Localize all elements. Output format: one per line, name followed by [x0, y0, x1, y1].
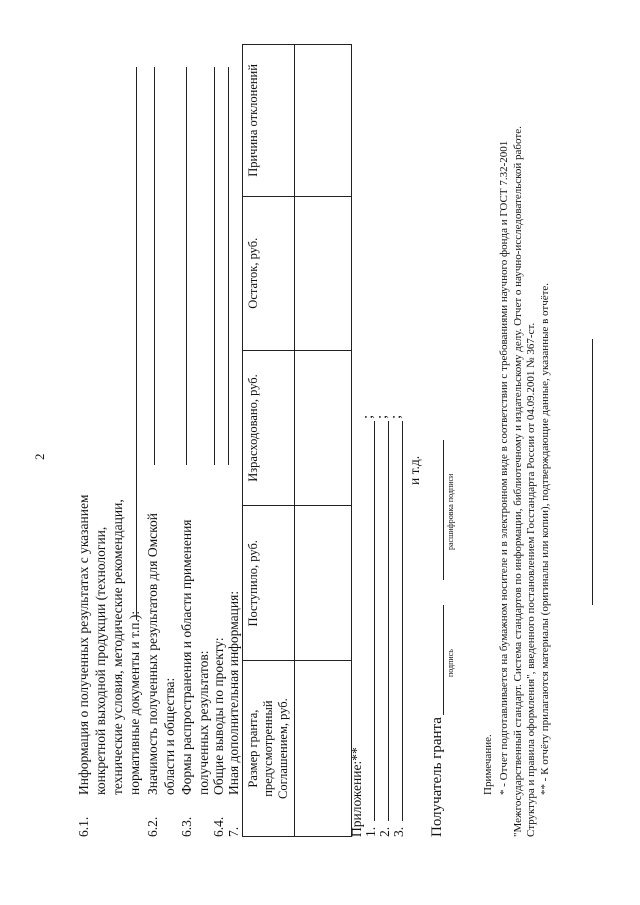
answer-line-6-3: [186, 67, 187, 465]
note-line: ** - К отчёту прилагаются материалы (оригиналы или копии), подтверждающие данные, указанные в отчёте.: [538, 282, 551, 795]
column-header: Остаток, руб.: [243, 196, 295, 350]
appendix-item-end: ;: [374, 414, 390, 419]
footer-rule: [592, 339, 593, 605]
section-number: 6.1.: [76, 816, 91, 837]
table-cell[interactable]: [295, 661, 352, 837]
note-body: [498, 27, 552, 837]
table-row: [295, 45, 352, 837]
section-7-text: Иная дополнительная информация:: [226, 590, 241, 795]
answer-line-6-4: [214, 67, 215, 465]
recipient-label: Получатель гранта: [429, 717, 445, 837]
table-cell[interactable]: [295, 350, 352, 506]
signature-caption: подпись: [446, 649, 455, 677]
column-header: Размер гранта, предусмотренный Соглашением, руб.: [243, 661, 295, 837]
section-6-4-text: Общие выводы по проекту:: [211, 637, 226, 795]
appendix-etc: и т.д.: [407, 455, 422, 485]
note-line: Структура и правила оформления", введенного постановлением Госстандарта России от 04.09.2001 № 367-ст.: [525, 322, 537, 837]
appendix-item-number: 3.: [391, 826, 406, 837]
signature-line[interactable]: [443, 605, 444, 715]
table-header-row: [243, 45, 295, 837]
section-number: 6.4.: [211, 816, 226, 837]
section-6-2-text: Значимость полученных результатов для Омской области и общества:: [145, 513, 177, 795]
table-cell[interactable]: [295, 196, 352, 350]
answer-line-6-1: [136, 67, 137, 620]
appendix-item-line[interactable]: [402, 421, 403, 821]
column-header: Поступило, руб.: [243, 506, 295, 661]
table-cell[interactable]: [295, 45, 352, 197]
note-title: Примечание.: [482, 734, 494, 795]
section-6-3-text: Формы распространения и области применения полученных результатов:: [179, 519, 211, 795]
appendix-item-number: 1.: [363, 826, 378, 837]
section-number: 6.2.: [145, 816, 160, 837]
appendix-item-end: ;: [388, 414, 404, 419]
note-line: "Межгосударственный стандарт. Система стандартов по информации, библиотечному и издательскому делу. Отчет о научно-исследовательской работе.: [511, 126, 524, 837]
table-cell[interactable]: [295, 506, 352, 661]
page-number: 2: [32, 453, 47, 460]
answer-line-6-2: [154, 67, 155, 465]
appendix-item-number: 2.: [377, 826, 392, 837]
appendix-title: Приложение:**: [349, 747, 364, 837]
section-number: 7.: [226, 826, 241, 837]
grant-table: [242, 44, 352, 837]
signature-decode-caption: расшифровка подписи: [446, 473, 455, 550]
answer-line-7: [228, 67, 229, 465]
appendix-item-line[interactable]: [388, 421, 389, 821]
signature-decode-line[interactable]: [443, 440, 444, 580]
section-number: 6.3.: [179, 816, 194, 837]
appendix-item-end: ;: [360, 414, 376, 419]
note-line: * - Отчет подготавливается на бумажном носителе и в электронном виде в соответствии с требованиями научного фонда и ГОСТ 7.32-2001: [498, 140, 510, 795]
column-header: Причина отклонений: [243, 45, 295, 197]
appendix-item-line[interactable]: [374, 421, 375, 821]
column-header: Израсходовано, руб.: [243, 350, 295, 506]
section-6-1-text: Информация о полученных результатах с указанием конкретной выходной продукции (технологии, технические условия, методические рекомендации, нормативные документы и т.п.):: [76, 494, 142, 795]
